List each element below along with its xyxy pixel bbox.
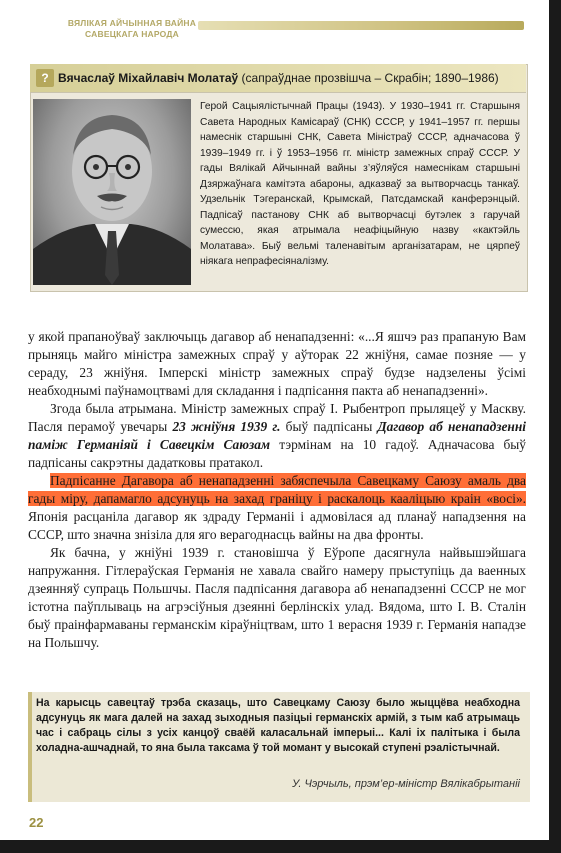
section-title-line1: ВЯЛІКАЯ АЙЧЫННАЯ ВАЙНА [67, 18, 197, 28]
section-title-line2: САВЕЦКАГА НАРОДА [85, 29, 179, 39]
pact-title: Дагавор аб ненападзенні паміж Германіяй і Савецкім Саюзам [28, 419, 526, 452]
section-title [62, 18, 202, 40]
question-bubble-icon: ? [36, 69, 54, 87]
bio-name: Вячаслаў Міхайлавіч Молатаў [58, 71, 239, 85]
paragraph-1: у якой прапаноўваў заключыць дагавор аб ненападзенні: «...Я яшчэ раз прапаную Вам прыняць майго міністра замежных спраў у аўторак 22 жніўня, самае позняе — у сераду, 23 жніўня. Імперскі міністр замежных спраў будзе надзелены ўсімі неабходнымі паўнамоцтвамі для складання і падпісання пакта аб ненападзенні». [28, 329, 526, 398]
portrait-photo [33, 99, 191, 285]
scan-edge-right [549, 0, 561, 853]
highlighted-text: Падпісанне Дагавора аб ненападзенні забяспечыла Савецкаму Саюзу амаль два гады міру, дапамагло адсунуць на захад граніцу і раскалоць кааліцыю краін «восі». [28, 473, 526, 506]
paragraph-2-part-c: тэрмінам на 10 гадоў. Адначасова быў падпісаны сакрэтны дадатковы пратакол. [28, 437, 526, 470]
paragraph-2-part-a: Згода была атрымана. Міністр замежных спраў І. Рыбентроп прыляцеў у Маскву. Пасля перамоў увечары [28, 401, 526, 434]
quote-text: На карысць савецтаў трэба сказаць, што Савецкаму Саюзу было жыццёва неабходна адсунуць як мага далей на захад зыходныя пазіцыі германскіх армій, з тым каб атрымаць час і сабраць сілы з усіх канцоў сваёй каласальнай імперыі... Калі іх палітыка і была холадна-ашчаднай, то яна была таксама ў той момант у высокай ступені рэалістычнай. [36, 697, 520, 754]
scan-edge-bottom [0, 840, 561, 853]
pact-date: 23 жніўня 1939 г. [172, 419, 281, 434]
paragraph-3-rest: Японія расцаніла дагавор як здраду Германіі і адмовілася ад планаў нападзення на СССР, што значна знізіла для яго верагоднасць вайны на два фронты. [28, 509, 526, 542]
bio-name-note: (сапраўднае прозвішча – Скрабін; 1890–1986) [241, 71, 499, 85]
header-decor-bar [198, 21, 524, 30]
paragraph-4: Як бачна, у жніўні 1939 г. становішча ў Еўропе дасягнула найвышэйшага напружання. Гітлераўская Германія не хавала свайго намеру прыступіць да ваенных дзеянняў супраць Польшчы. Пасля падпісання дагавора аб ненападзенні СССР не мог істотна паўплываць на агрэсіўныя дзеянні берлінскіх улад. Вядома, што І. В. Сталін быў праінфармаваны германскім кіраўніцтвам, што 1 верасня 1939 г. Германія нападзе на Польшчу. [28, 545, 526, 650]
bio-name-line [58, 70, 518, 86]
paragraph-2 [28, 400, 526, 472]
portrait-illustration [33, 99, 191, 285]
page-number: 22 [29, 815, 44, 830]
main-text [28, 328, 526, 652]
paragraph-2-part-b: быў падпісаны [280, 419, 378, 434]
bio-text: Герой Сацыялістычнай Працы (1943). У 1930–1941 гг. Старшыня Савета Народных Камісараў (СНК) СССР, у 1941–1957 гг. першы намеснік старшыні СНК, Савета Міністраў СССР, адначасова ў 1939–1949 гг. і ў 1953–1956 гг. міністр замежных спраў СССР. У гады Вялікай Айчыннай вайны з’яўляўся намеснікам старшыні Дзяржаўнага камітэта абароны, адказваў за вытворчасць танкаў. Удзельнік Тэгеранскай, Крымскай, Патсдамскай канферэнцый. Падпісаў пастанову СНК аб вытворчасці бутэлек з гаручай сумессю, якая атрымала неафіцыйную назву «кактэйль Молатава». Быў вельмі таленавітым арганізатарам, не цярпеў ніякага непрафесіяналізму. [200, 101, 520, 267]
paragraph-3 [28, 472, 526, 544]
quote-author: У. Чэрчыль, прэм’ер-міністр Вялікабрытаніі [292, 778, 520, 790]
